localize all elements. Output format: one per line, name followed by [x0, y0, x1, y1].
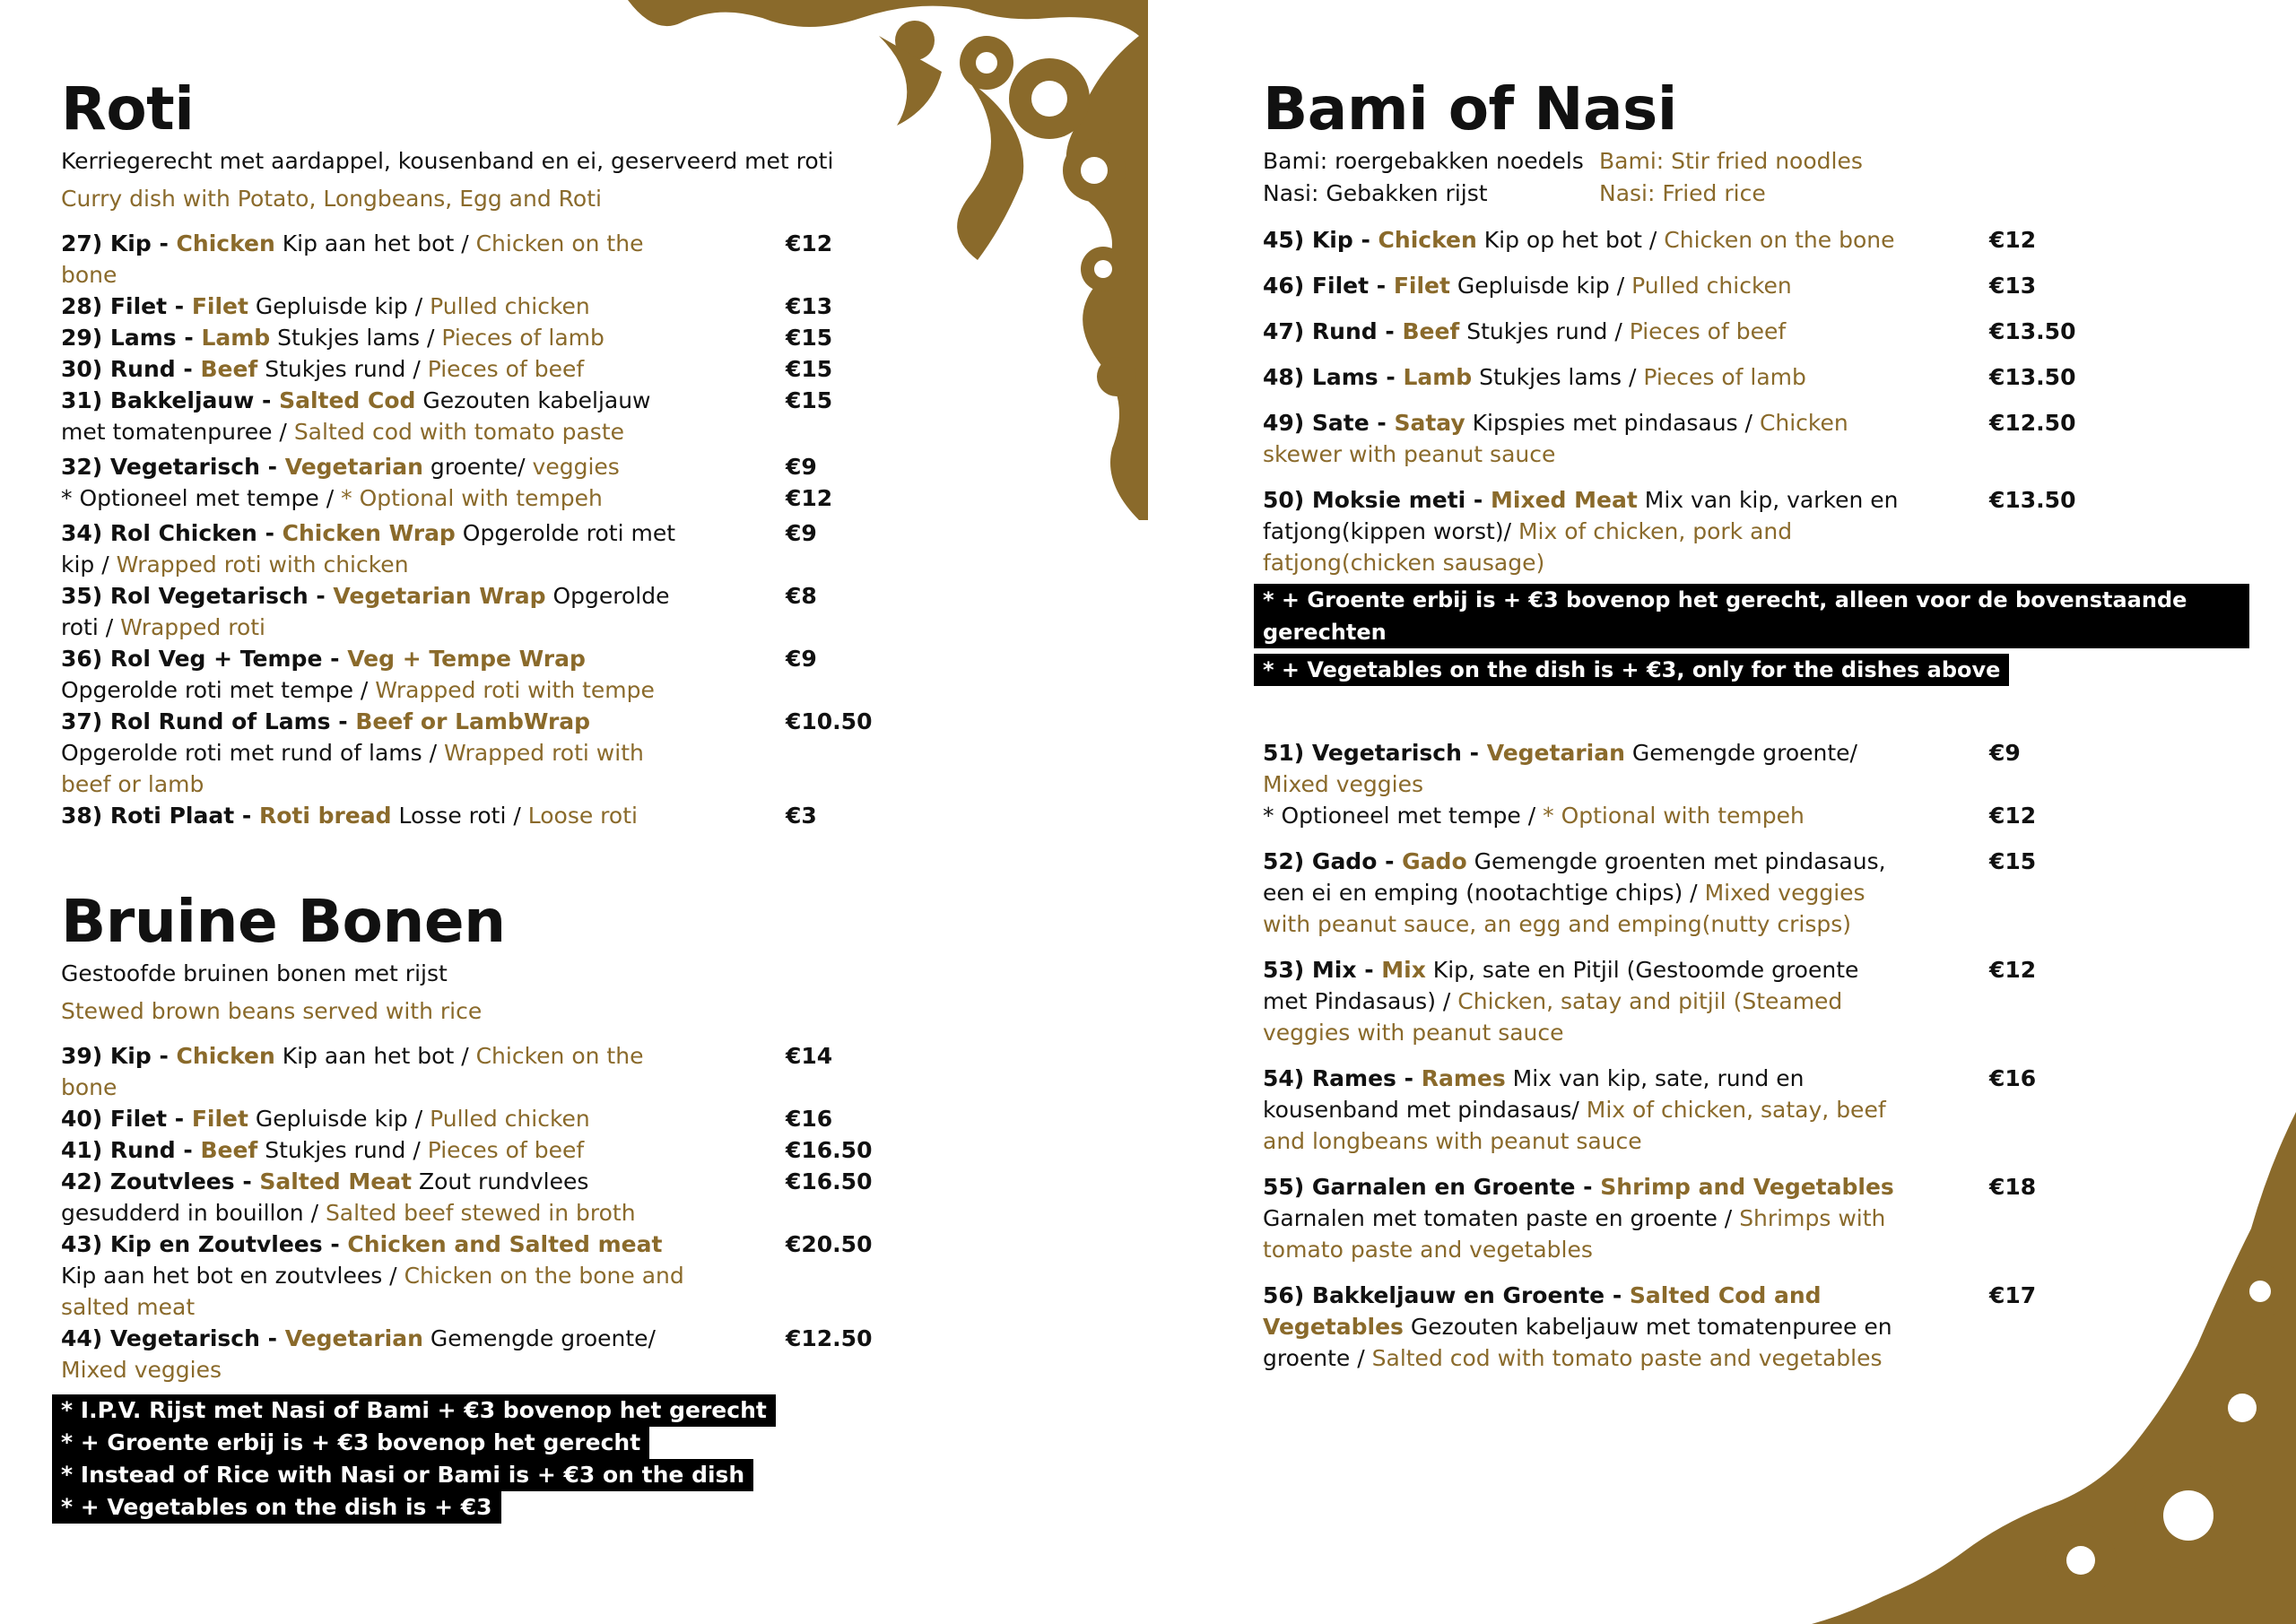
- note-line: * Instead of Rice with Nasi or Bami is + €3 on the dish: [52, 1459, 753, 1491]
- menu-item: * Optioneel met tempe / * Optional with tempeh €12: [61, 482, 868, 514]
- menu-item: 51) Vegetarisch - Vegetarian Gemengde groente/ Mixed veggies €9: [1263, 737, 2249, 800]
- item-price: €18: [1989, 1174, 2037, 1200]
- bruine-bonen-title: Bruine Bonen: [61, 887, 506, 956]
- roti-title: Roti: [61, 74, 195, 143]
- item-price: €12: [1989, 957, 2037, 983]
- menu-item: 27) Kip - Chicken Kip aan het bot / Chicken on the bone €12: [61, 228, 868, 291]
- menu-item: 50) Moksie meti - Mixed Meat Mix van kip, varken en fatjong(kippen worst)/ Mix of chicken, pork and fatjong(chicken sausage) €13.50: [1263, 484, 2249, 578]
- menu-item: 35) Rol Vegetarisch - Vegetarian Wrap Opgerolde roti / Wrapped roti €8: [61, 580, 868, 643]
- item-price: €12: [786, 230, 833, 256]
- item-price: €3: [786, 803, 817, 829]
- menu-item: 54) Rames - Rames Mix van kip, sate, rund en kousenband met pindasaus/ Mix of chicken, satay, beef and longbeans with peanut sauce €16: [1263, 1063, 2249, 1157]
- menu-item: * Optioneel met tempe / * Optional with tempeh €12: [1263, 800, 2249, 831]
- item-price: €20.50: [786, 1231, 873, 1257]
- item-price: €13.50: [1989, 318, 2076, 344]
- menu-item: 48) Lams - Lamb Stukjes lams / Pieces of lamb €13.50: [1263, 361, 2249, 393]
- bami-items: [1263, 224, 2249, 578]
- bami-notes: [1263, 584, 2249, 686]
- item-price: €14: [786, 1043, 833, 1069]
- menu-item: 36) Rol Veg + Tempe - Veg + Tempe Wrap Opgerolde roti met tempe / Wrapped roti with tempe €9: [61, 643, 868, 706]
- item-price: €17: [1989, 1282, 2037, 1308]
- item-price: €8: [786, 583, 817, 609]
- item-price: €13: [1989, 273, 2037, 299]
- menu-item: 44) Vegetarisch - Vegetarian Gemengde groente/ Mixed veggies €12.50: [61, 1323, 868, 1385]
- menu-item: 39) Kip - Chicken Kip aan het bot / Chicken on the bone €14: [61, 1040, 868, 1103]
- menu-item: 52) Gado - Gado Gemengde groenten met pindasaus, een ei en emping (nootachtige chips) / Mixed veggies with peanut sauce, an egg and emping(nutty crisps) €15: [1263, 846, 2249, 940]
- item-price: €13.50: [1989, 364, 2076, 390]
- item-price: €16.50: [786, 1168, 873, 1194]
- item-price: €9: [786, 520, 817, 546]
- roti-desc-en: Curry dish with Potato, Longbeans, Egg and Roti: [61, 186, 602, 212]
- other-items: [1263, 737, 2249, 1374]
- item-price: €12: [1989, 803, 2037, 829]
- menu-item: 46) Filet - Filet Gepluisde kip / Pulled chicken €13: [1263, 270, 2249, 301]
- menu-item: 56) Bakkeljauw en Groente - Salted Cod and Vegetables Gezouten kabeljauw met tomatenpuree en groente / Salted cod with tomato paste and vegetables €17: [1263, 1280, 2249, 1374]
- item-price: €9: [786, 454, 817, 480]
- note-line: * + Groente erbij is + €3 bovenop het gerecht: [52, 1427, 649, 1459]
- menu-item: 38) Roti Plaat - Roti bread Losse roti / Loose roti €3: [61, 800, 868, 831]
- item-price: €13: [786, 293, 833, 319]
- item-price: €16: [1989, 1065, 2037, 1091]
- menu-item: 41) Rund - Beef Stukjes rund / Pieces of beef €16.50: [61, 1134, 868, 1166]
- item-price: €15: [786, 325, 833, 351]
- item-price: €15: [786, 356, 833, 382]
- item-price: €13.50: [1989, 487, 2076, 513]
- menu-item: 55) Garnalen en Groente - Shrimp and Vegetables Garnalen met tomaten paste en groente / Shrimps with tomato paste and vegetables €18: [1263, 1171, 2249, 1265]
- menu-item: 43) Kip en Zoutvlees - Chicken and Salted meat Kip aan het bot en zoutvlees / Chicken on the bone and salted meat €20.50: [61, 1229, 868, 1323]
- bruine-notes: [61, 1394, 868, 1524]
- item-price: €9: [1989, 740, 2021, 766]
- roti-desc-nl: Kerriegerecht met aardappel, kousenband en ei, geserveerd met roti: [61, 148, 834, 174]
- item-price: €9: [786, 646, 817, 672]
- note-line: * + Vegetables on the dish is + €3: [52, 1491, 501, 1524]
- menu-item: 53) Mix - Mix Kip, sate en Pitjil (Gestoomde groente met Pindasaus) / Chicken, satay and pitjil (Steamed veggies with peanut sauce €12: [1263, 954, 2249, 1048]
- item-price: €10.50: [786, 708, 873, 734]
- bruine-bonen-section: [61, 886, 873, 1524]
- other-dishes-section: [1263, 737, 2249, 1374]
- menu-item: 42) Zoutvlees - Salted Meat Zout rundvlees gesudderd in bouillon / Salted beef stewed in broth €16.50: [61, 1166, 868, 1229]
- bami-nasi-section: [1263, 74, 2249, 686]
- menu-item: 47) Rund - Beef Stukjes rund / Pieces of beef €13.50: [1263, 316, 2249, 347]
- item-price: €16: [786, 1106, 833, 1132]
- bruine-items: [61, 1040, 873, 1385]
- bami-nasi-desc: Bami: roergebakken noedels Bami: Stir fried noodles Nasi: Gebakken rijst Nasi: Fried rice: [1263, 148, 1863, 206]
- item-price: €15: [786, 387, 833, 413]
- item-price: €12.50: [1989, 410, 2076, 436]
- menu-item: 30) Rund - Beef Stukjes rund / Pieces of beef €15: [61, 353, 868, 385]
- menu-item: 37) Rol Rund of Lams - Beef or LambWrap Opgerolde roti met rund of lams / Wrapped roti with beef or lamb €10.50: [61, 706, 868, 800]
- item-price: €12: [1989, 227, 2037, 253]
- menu-item: 45) Kip - Chicken Kip op het bot / Chicken on the bone €12: [1263, 224, 2249, 256]
- item-price: €12: [786, 485, 833, 511]
- note-line: * + Vegetables on the dish is + €3, only for the dishes above: [1254, 654, 2009, 686]
- bruine-desc-en: Stewed brown beans served with rice: [61, 998, 483, 1024]
- menu-item: 49) Sate - Satay Kipspies met pindasaus / Chicken skewer with peanut sauce €12.50: [1263, 407, 2249, 470]
- menu-item: 28) Filet - Filet Gepluisde kip / Pulled chicken €13: [61, 291, 868, 322]
- note-line: * + Groente erbij is + €3 bovenop het gerecht, alleen voor de bovenstaande gerechten: [1254, 584, 2249, 648]
- item-price: €16.50: [786, 1137, 873, 1163]
- note-line: * I.P.V. Rijst met Nasi of Bami + €3 bovenop het gerecht: [52, 1394, 776, 1427]
- bami-nasi-title: Bami of Nasi: [1263, 74, 1677, 143]
- bruine-desc-nl: Gestoofde bruinen bonen met rijst: [61, 960, 448, 986]
- menu-item: 40) Filet - Filet Gepluisde kip / Pulled chicken €16: [61, 1103, 868, 1134]
- menu-item: 31) Bakkeljauw - Salted Cod Gezouten kabeljauw met tomatenpuree / Salted cod with tomato paste €15: [61, 385, 868, 447]
- menu-item: 29) Lams - Lamb Stukjes lams / Pieces of lamb €15: [61, 322, 868, 353]
- menu-item: 34) Rol Chicken - Chicken Wrap Opgerolde roti met kip / Wrapped roti with chicken €9: [61, 517, 868, 580]
- menu-item: 32) Vegetarisch - Vegetarian groente/ veggies €9: [61, 451, 868, 482]
- item-price: €15: [1989, 848, 2037, 874]
- roti-items: [61, 228, 873, 831]
- roti-section: [61, 74, 873, 831]
- item-price: €12.50: [786, 1325, 873, 1351]
